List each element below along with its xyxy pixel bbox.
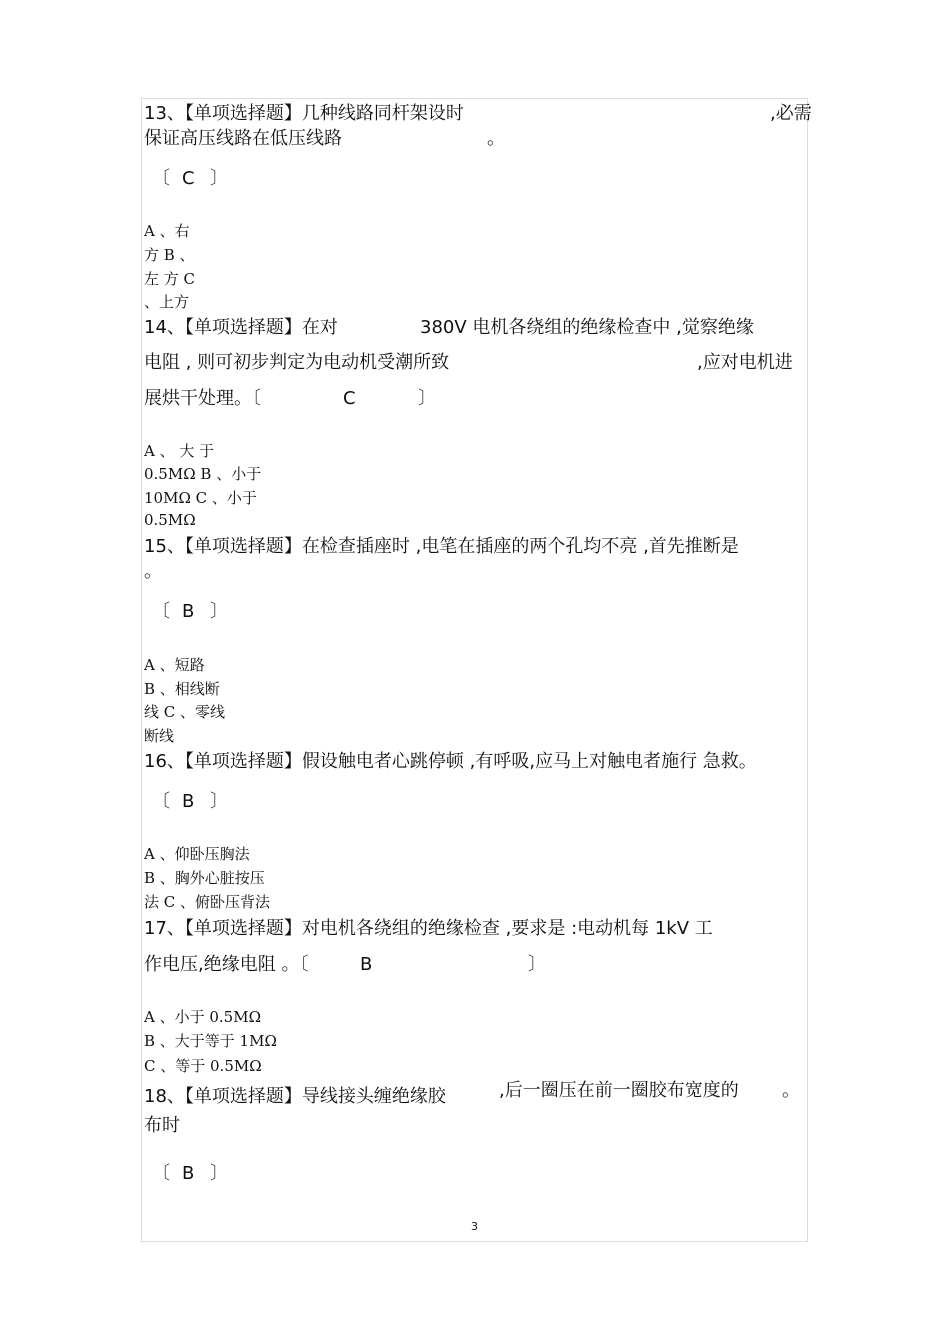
question-16-option-line-3: 法 C 、俯卧压背法 [144, 893, 271, 911]
question-14-line-2-end: ,应对电机进 [697, 352, 793, 373]
question-18-line-1-cont: ,后一圈压在前一圈胶布宽度的 [499, 1080, 739, 1101]
question-18-line-1-end: 。 [782, 1080, 800, 1101]
answer-15-close: 〕 [210, 601, 228, 622]
question-14-line-2: 电阻 , 则可初步判定为电动机受潮所致 [144, 352, 450, 373]
question-16-line-1: 16、【单项选择题】假设触电者心跳停顿 ,有呼吸,应马上对触电者施行 急救。 [144, 751, 757, 772]
question-18-line-2: 布时 [144, 1115, 180, 1136]
question-13-line-1-end: ,必需 [770, 103, 812, 124]
question-13-option-line-2: 方 B 、 [144, 246, 195, 264]
question-14-option-line-3: 10MΩ C 、小于 [144, 489, 257, 507]
question-17-line-1: 17、【单项选择题】对电机各绕组的绝缘检查 ,要求是 :电动机每 1kV 工 [144, 918, 713, 939]
question-13-line-1: 13、【单项选择题】几种线路同杆架设时 [144, 103, 464, 124]
question-13-option-line-3: 左 方 C [144, 270, 196, 288]
question-15-option-line-2: B 、相线断 [144, 680, 220, 698]
question-13-line-2-end: 。 [487, 128, 505, 149]
question-17-option-line-1: A 、小于 0.5MΩ [144, 1008, 262, 1026]
question-13-line-2: 保证高压线路在低压线路 [144, 128, 342, 149]
question-13-option-line-4: 、上方 [144, 293, 190, 311]
answer-13: C [182, 168, 195, 189]
question-18-line-1: 18、【单项选择题】导线接头缠绝缘胶 [144, 1086, 446, 1107]
answer-15-open: 〔 [152, 601, 170, 622]
question-14-option-line-4: 0.5MΩ [144, 511, 196, 529]
answer-15: B [182, 601, 195, 622]
answer-18: B [182, 1163, 195, 1184]
question-14-line-3: 展烘干处理。〔 [144, 388, 261, 409]
question-13-option-line-1: A 、右 [144, 222, 190, 240]
question-17-option-line-3: C 、等于 0.5MΩ [144, 1057, 262, 1075]
question-14-option-line-1: A 、 大 于 [144, 442, 215, 460]
page-number: 3 [471, 1220, 478, 1233]
answer-13-close: 〕 [210, 168, 228, 189]
question-17-option-line-2: B 、大于等于 1MΩ [144, 1032, 277, 1050]
question-15-line-2: 。 [144, 561, 162, 582]
question-14-line-1-cont: 380V 电机各绕组的绝缘检查中 ,觉察绝缘 [420, 317, 754, 338]
answer-16: B [182, 791, 195, 812]
question-14-option-line-2: 0.5MΩ B 、小于 [144, 465, 262, 483]
answer-17-close: 〕 [528, 954, 546, 975]
question-17-line-2: 作电压,绝缘电阻 。〔 [144, 954, 309, 975]
question-15-option-line-1: A 、短路 [144, 656, 205, 674]
question-16-option-line-2: B 、胸外心脏按压 [144, 869, 265, 887]
answer-16-open: 〔 [152, 791, 170, 812]
question-15-line-1: 15、【单项选择题】在检查插座时 ,电笔在插座的两个孔均不亮 ,首先推断是 [144, 536, 739, 557]
answer-18-open: 〔 [152, 1163, 170, 1184]
answer-17: B [360, 954, 373, 975]
question-15-option-line-3: 线 C 、零线 [144, 703, 226, 721]
answer-16-close: 〕 [210, 791, 228, 812]
answer-14: C [343, 388, 356, 409]
question-15-option-line-4: 断线 [144, 727, 175, 745]
answer-18-close: 〕 [210, 1163, 228, 1184]
answer-14-close: 〕 [418, 388, 436, 409]
answer-13-open: 〔 [152, 168, 170, 189]
question-16-option-line-1: A 、仰卧压胸法 [144, 845, 250, 863]
question-14-line-1: 14、【单项选择题】在对 [144, 317, 338, 338]
